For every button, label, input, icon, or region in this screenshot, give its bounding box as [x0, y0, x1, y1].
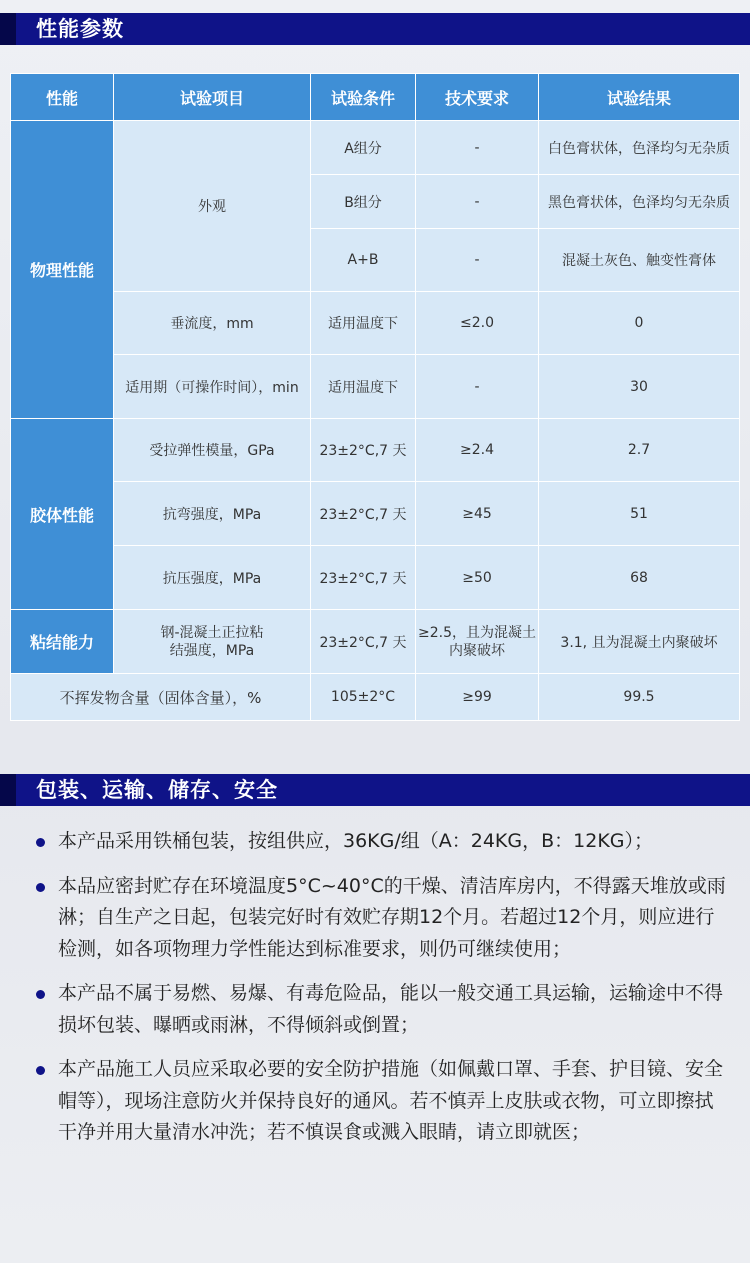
header-cell: 技术要求	[416, 74, 539, 121]
condition-cell: A+B	[311, 229, 416, 292]
item-cell-sag: 垂流度，mm	[114, 292, 311, 355]
header-cell: 试验结果	[539, 74, 740, 121]
result-cell: 白色膏状体，色泽均匀无杂质	[539, 121, 740, 175]
item-cell-potlife: 适用期（可操作时间），min	[114, 355, 311, 419]
bullet-dot-icon	[36, 883, 45, 892]
condition-cell: 105±2°C	[311, 674, 416, 721]
list-item-text: 本产品施工人员应采取必要的安全防护措施（如佩戴口罩、手套、护目镜、安全帽等），现场注意防火并保持良好的通风。若不慎弄上皮肤或衣物，可立即擦拭干净并用大量清水冲洗；若不慎误食或溅入眼睛，请立即就医；	[58, 1058, 724, 1143]
list-item-text: 本产品不属于易燃、易爆、有毒危险品，能以一般交通工具运输，运输途中不得损坏包装、曝晒或雨淋，不得倾斜或倒置；	[58, 982, 724, 1036]
list-item-text: 本产品采用铁桶包装，按组供应，36KG/组（A：24KG，B：12KG）；	[58, 830, 654, 852]
bullet-dot-icon	[36, 838, 45, 847]
table-row	[11, 292, 740, 355]
table-row	[11, 674, 740, 721]
result-cell: 0	[539, 292, 740, 355]
header-cell: 试验项目	[114, 74, 311, 121]
table-row	[11, 610, 740, 674]
condition-cell: 适用温度下	[311, 355, 416, 419]
list-item	[36, 871, 726, 966]
section-header-performance	[0, 13, 750, 45]
section-title: 性能参数	[36, 17, 124, 41]
result-cell: 黑色膏状体，色泽均匀无杂质	[539, 175, 740, 229]
table-row	[11, 546, 740, 610]
section-header-packaging	[0, 774, 750, 806]
item-cell-flexural: 抗弯强度，MPa	[114, 482, 311, 546]
requirement-cell: -	[416, 175, 539, 229]
header-cell: 性能	[11, 74, 114, 121]
result-cell: 3.1, 且为混凝土内聚破坏	[539, 610, 740, 674]
condition-cell: 23±2°C,7 天	[311, 482, 416, 546]
section-title: 包装、运输、储存、安全	[36, 778, 278, 802]
requirement-cell: ≥2.4	[416, 419, 539, 482]
bullet-dot-icon	[36, 990, 45, 999]
result-cell: 99.5	[539, 674, 740, 721]
condition-cell: B组分	[311, 175, 416, 229]
list-item-text: 本品应密封贮存在环境温度5°C~40°C的干燥、清洁库房内，不得露天堆放或雨淋；自生产之日起，包装完好时有效贮存期12个月。若超过12个月，则应进行检测，如各项物理力学性能达到标准要求，则仍可继续使用；	[58, 874, 726, 960]
header-cell: 试验条件	[311, 74, 416, 121]
packaging-list	[36, 826, 726, 1162]
requirement-cell: ≥45	[416, 482, 539, 546]
condition-cell: A组分	[311, 121, 416, 175]
result-cell: 混凝土灰色、触变性膏体	[539, 229, 740, 292]
requirement-cell: ≥99	[416, 674, 539, 721]
condition-cell: 23±2°C,7 天	[311, 610, 416, 674]
table-row	[11, 419, 740, 482]
result-cell: 68	[539, 546, 740, 610]
table-row	[11, 355, 740, 419]
section-accent	[0, 13, 16, 45]
table-row	[11, 482, 740, 546]
requirement-cell: -	[416, 229, 539, 292]
group-cell-colloid: 胶体性能	[11, 419, 114, 610]
item-cell-tensile: 受拉弹性模量，GPa	[114, 419, 311, 482]
group-cell-bond: 粘结能力	[11, 610, 114, 674]
condition-cell: 23±2°C,7 天	[311, 419, 416, 482]
list-item	[36, 1054, 726, 1149]
item-cell-solids: 不挥发物含量（固体含量），%	[11, 674, 311, 721]
table-row	[11, 121, 740, 175]
performance-table	[10, 73, 740, 721]
requirement-cell: ≥2.5，且为混凝土内聚破坏	[416, 610, 539, 674]
section-accent	[0, 774, 16, 806]
result-cell: 30	[539, 355, 740, 419]
bullet-dot-icon	[36, 1066, 45, 1075]
requirement-cell: -	[416, 355, 539, 419]
item-cell-appearance: 外观	[114, 121, 311, 292]
result-cell: 2.7	[539, 419, 740, 482]
list-item	[36, 826, 726, 858]
requirement-cell: ≥50	[416, 546, 539, 610]
requirement-cell: ≤2.0	[416, 292, 539, 355]
table-header-row	[11, 74, 740, 121]
condition-cell: 23±2°C,7 天	[311, 546, 416, 610]
group-cell-physical: 物理性能	[11, 121, 114, 419]
requirement-cell: -	[416, 121, 539, 175]
item-cell-compressive: 抗压强度，MPa	[114, 546, 311, 610]
result-cell: 51	[539, 482, 740, 546]
item-cell-bondstrength: 钢-混凝土正拉粘结强度，MPa	[114, 610, 311, 674]
condition-cell: 适用温度下	[311, 292, 416, 355]
list-item	[36, 978, 726, 1041]
